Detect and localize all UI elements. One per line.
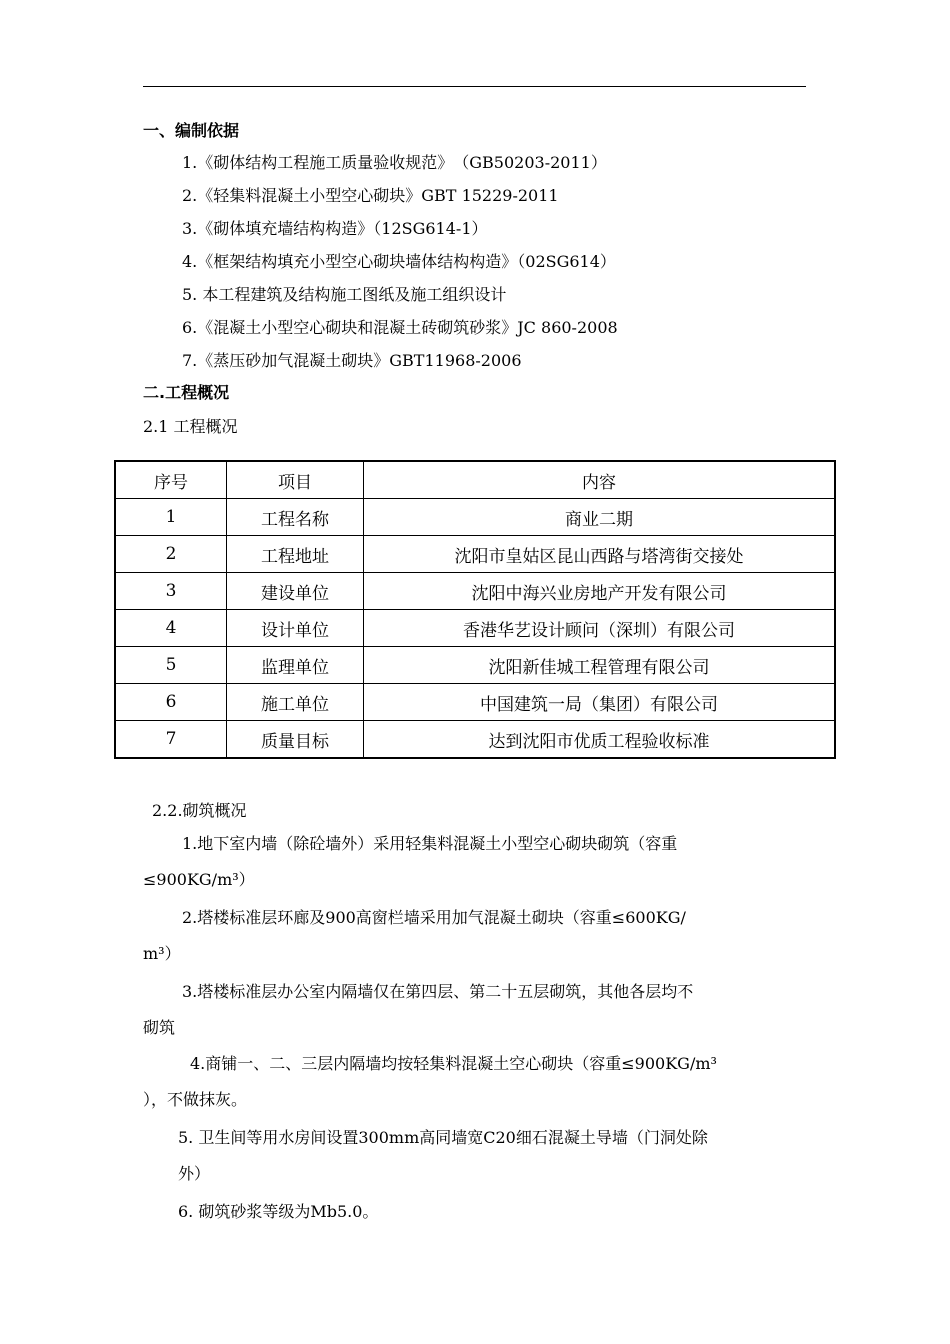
basis-item-4: 4.《框架结构填充小型空心砌块墙体结构构造》（02SG614）: [182, 252, 616, 271]
project-overview-table: [114, 460, 836, 759]
basis-item-5: 5. 本工程建筑及结构施工图纸及施工组织设计: [182, 285, 507, 304]
table-row: [115, 721, 835, 759]
section1-heading: 一、编制依据: [143, 121, 240, 140]
cell-no: 2: [115, 536, 227, 573]
header-item: 项目: [227, 461, 364, 499]
cell-no: 3: [115, 573, 227, 610]
basis-item-1: 1.《砌体结构工程施工质量验收规范》 （GB50203-2011）: [182, 153, 607, 172]
cell-content: 香港华艺设计顾问（深圳）有限公司: [364, 610, 836, 647]
masonry-item-4-line1: 4.商铺一、二、三层内隔墙均按轻集料混凝土空心砌块（容重≤900KG/m³: [190, 1054, 717, 1073]
cell-no: 5: [115, 647, 227, 684]
masonry-item-2-line1: 2.塔楼标准层环廊及900高窗栏墙采用加气混凝土砌块（容重≤600KG/: [182, 908, 686, 927]
cell-item: 建设单位: [227, 573, 364, 610]
basis-item-3: 3.《砌体填充墙结构构造》（12SG614-1）: [182, 219, 488, 238]
cell-content: 沈阳新佳城工程管理有限公司: [364, 647, 836, 684]
table-row: [115, 684, 835, 721]
cell-content: 商业二期: [364, 499, 836, 536]
masonry-item-6-line1: 6. 砌筑砂浆等级为Mb5.0。: [178, 1202, 379, 1221]
cell-content: 沈阳市皇姑区昆山西路与塔湾街交接处: [364, 536, 836, 573]
section2-subheading: 2.1 工程概况: [143, 417, 238, 436]
masonry-item-1-line2: ≤900KG/m³）: [143, 870, 255, 889]
table-row: [115, 536, 835, 573]
masonry-item-5-line1: 5. 卫生间等用水房间设置300mm高同墙宽C20细石混凝土导墙（门洞处除: [178, 1128, 708, 1147]
section2-heading: 二.工程概况: [143, 383, 230, 402]
masonry-item-5-line2: 外）: [178, 1164, 211, 1183]
cell-item: 施工单位: [227, 684, 364, 721]
cell-item: 设计单位: [227, 610, 364, 647]
basis-item-7: 7.《蒸压砂加气混凝土砌块》GBT11968-2006: [182, 351, 522, 370]
cell-no: 7: [115, 721, 227, 759]
masonry-item-2-line2: m³）: [143, 944, 181, 963]
header-no: 序号: [115, 461, 227, 499]
masonry-item-3-line2: 砌筑: [143, 1018, 176, 1037]
table-row: [115, 499, 835, 536]
cell-item: 工程地址: [227, 536, 364, 573]
masonry-item-1-line1: 1.地下室内墙（除砼墙外）采用轻集料混凝土小型空心砌块砌筑（容重: [182, 834, 678, 853]
basis-item-2: 2.《轻集料混凝土小型空心砌块》GBT 15229-2011: [182, 186, 559, 205]
table-row: [115, 647, 835, 684]
cell-item: 工程名称: [227, 499, 364, 536]
table-row: [115, 573, 835, 610]
basis-item-6: 6.《混凝土小型空心砌块和混凝土砖砌筑砂浆》JC 860-2008: [182, 318, 618, 337]
cell-no: 6: [115, 684, 227, 721]
cell-content: 中国建筑一局（集团）有限公司: [364, 684, 836, 721]
table-header-row: [115, 461, 835, 499]
cell-no: 1: [115, 499, 227, 536]
cell-no: 4: [115, 610, 227, 647]
cell-item: 监理单位: [227, 647, 364, 684]
cell-item: 质量目标: [227, 721, 364, 759]
header-content: 内容: [364, 461, 836, 499]
masonry-item-3-line1: 3.塔楼标准层办公室内隔墙仅在第四层、第二十五层砌筑，其他各层均不: [182, 982, 694, 1001]
cell-content: 沈阳中海兴业房地产开发有限公司: [364, 573, 836, 610]
table-row: [115, 610, 835, 647]
masonry-item-4-line2: ），不做抹灰。: [143, 1090, 248, 1109]
masonry-heading: 2.2.砌筑概况: [152, 801, 247, 820]
cell-content: 达到沈阳市优质工程验收标准: [364, 721, 836, 759]
header-rule: [143, 86, 806, 87]
